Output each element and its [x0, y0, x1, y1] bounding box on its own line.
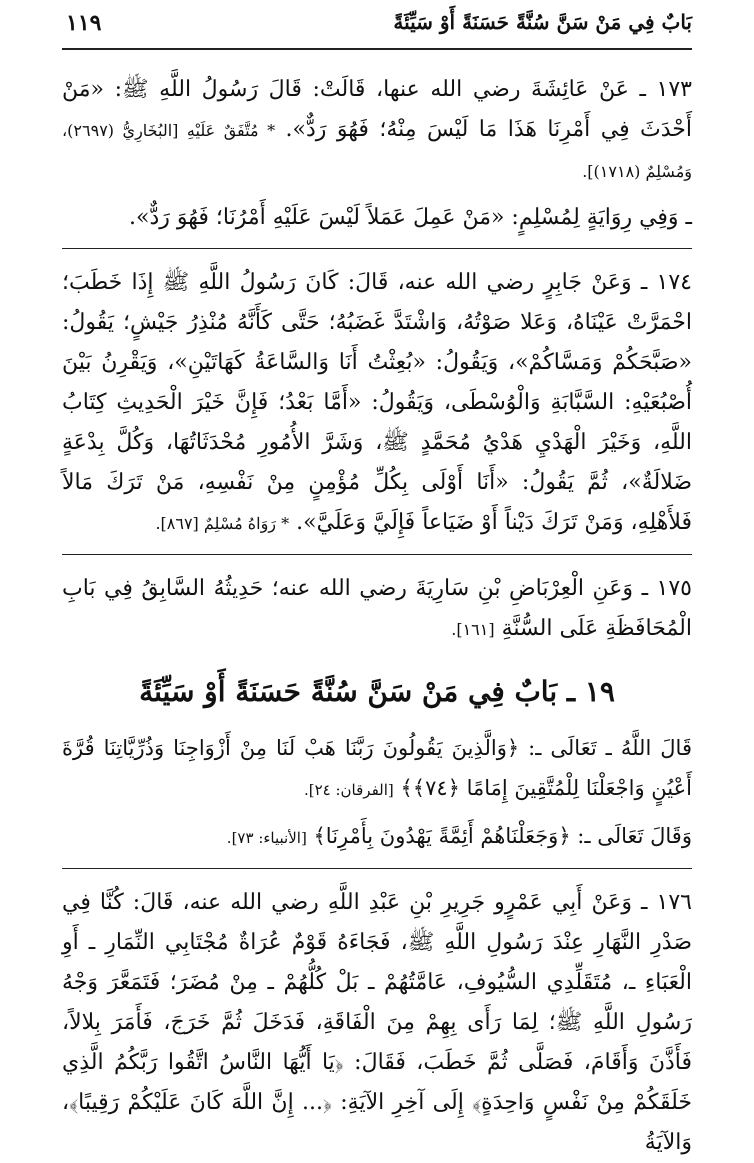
- running-title: بَابٌ فِي مَنْ سَنَّ سُنَّةً حَسَنَةً أَوْ سَيِّئَةً: [393, 10, 692, 34]
- chapter-title: ١٩ ـ بَابٌ فِي مَنْ سَنَّ سُنَّةً حَسَنَةً أَوْ سَيِّئَةً: [139, 675, 615, 708]
- separator: [62, 868, 692, 869]
- hadith-174-text: ١٧٤ ـ وَعَنْ جَابِرٍ رضي الله عنه، قَالَ: كَانَ رَسُولُ اللَّهِ ﷺ إِذَا خَطَبَ؛ احْمَرَّتْ عَيْنَاهُ، وَعَلا صَوْتُهُ، وَاشْتَدَّ غَضَبُهُ؛ حَتَّى كَأَنَّهُ مُنْذِرُ جَيْشٍ؛ يَقُولُ: «صَبَّحَكُمْ وَمَسَّاكُمْ»، وَيَقُولُ: «بُعِثْتُ أَنَا وَالسَّاعَةُ كَهَاتَيْنِ»، وَيَقْرِنُ بَيْنَ أُصْبُعَيْهِ: السَّبَّابَةِ وَالْوُسْطَى، وَيَقُولُ: «أَمَّا بَعْدُ؛ فَإِنَّ خَيْرَ الْحَدِيثِ كِتَابُ اللَّهِ، وَخَيْرَ الْهَدْيِ هَدْيُ مُحَمَّدٍ ﷺ، وَشَرَّ الأُمُورِ مُحْدَثَاتُهَا، وَكُلَّ بِدْعَةٍ ضَلالَةٌ»، ثُمَّ يَقُولُ: «أَنَا أَوْلَى بِكُلِّ مُؤْمِنٍ مِنْ نَفْسِهِ، مَنْ تَرَكَ مَالاً فَلأَهْلِهِ، وَمَنْ تَرَكَ دَيْناً أَوْ ضَيَاعاً فَإِلَيَّ وَعَلَيَّ».: [62, 270, 692, 535]
- hadith-175-source: [١٦١].: [451, 620, 495, 639]
- hadith-175: [62, 569, 692, 650]
- page-header: [62, 6, 692, 50]
- hadith-176: [62, 883, 692, 1163]
- hadith-173-source: * مُتَّفَقٌ عَلَيْهِ [البُخَارِيُّ (٢٦٩٧)، وَمُسْلِمٌ (١٧١٨)].: [62, 121, 692, 181]
- verse-anbiya-text: وَقَالَ تَعَالَى ـ: ﴿وَجَعَلْنَاهُمْ أَئِمَّةً يَهْدُونَ بِأَمْرِنَا﴾: [313, 824, 692, 848]
- hadith-175-text: ١٧٥ ـ وَعَنِ الْعِرْبَاضِ بْنِ سَارِيَةَ رضي الله عنه؛ حَدِيثُهُ السَّابِقُ فِي بَابِ الْمُحَافَظَةِ عَلَى السُّنَّةِ: [62, 576, 692, 641]
- hadith-173-variant-text: ـ وَفِي رِوَايَةٍ لِمُسْلِمٍ: «مَنْ عَمِلَ عَمَلاً لَيْسَ عَلَيْهِ أَمْرُنَا؛ فَهُوَ رَدٌّ».: [129, 205, 692, 230]
- verse-anbiya: [62, 816, 692, 858]
- hadith-173-text: ١٧٣ ـ عَنْ عَائِشَةَ رضي الله عنها، قَالَتْ: قَالَ رَسُولُ اللَّهِ ﷺ: «مَنْ أَحْدَثَ فِي أَمْرِنَا هَذَا مَا لَيْسَ مِنْهُ؛ فَهُوَ رَدٌّ».: [62, 77, 693, 142]
- page-number: ١١٩: [66, 10, 102, 36]
- separator: [62, 248, 692, 249]
- verse-furqan-text: قَالَ اللَّهُ ـ تَعَالَى ـ: ﴿وَالَّذِينَ يَقُولُونَ رَبَّنَا هَبْ لَنَا مِنْ أَزْوَاجِنَا وَذُرِّيَّاتِنَا قُرَّةَ أَعْيُنٍ وَاجْعَلْنَا لِلْمُتَّقِينَ إِمَامًا ﴿٧٤﴾﴾: [62, 736, 692, 800]
- hadith-173-variant: [62, 198, 692, 238]
- page-content: [62, 56, 692, 1163]
- hadith-174: [62, 263, 692, 544]
- verse-furqan: [62, 728, 692, 810]
- hadith-176-text: ١٧٦ ـ وَعَنْ أَبِي عَمْرٍو جَرِيرِ بْنِ عَبْدِ اللَّهِ رضي الله عنه، قَالَ: كُنَّا فِي صَدْرِ النَّهَارِ عِنْدَ رَسُولِ اللَّهِ ﷺ، فَجَاءَهُ قَوْمٌ عُرَاةٌ مُجْتَابِي النِّمَارِ ـ أَوِ الْعَبَاءِ ـ، مُتَقَلِّدِي السُّيُوفِ، عَامَّتُهُمْ ـ بَلْ كُلُّهُمْ ـ مِنْ مُضَرَ؛ فَتَمَعَّرَ وَجْهُ رَسُولِ اللَّهِ ﷺ؛ لِمَا رَأَى بِهِمْ مِنَ الْفَاقَةِ، فَدَخَلَ ثُمَّ خَرَجَ، فَأَمَرَ بِلالاً، فَأَذَّنَ وَأَقَامَ، فَصَلَّى ثُمَّ خَطَبَ، فَقَالَ: ﴿يَا أَيُّهَا النَّاسُ اتَّقُوا رَبَّكُمُ الَّذِي خَلَقَكُمْ مِنْ نَفْسٍ وَاحِدَةٍ﴾ إِلَى آخِرِ الآيَةِ: ﴿... إِنَّ اللَّهَ كَانَ عَلَيْكُمْ رَقِيبًا﴾، وَالآيَةُ: [62, 890, 692, 1155]
- hadith-174-source: * رَوَاهُ مُسْلِمٌ [٨٦٧].: [155, 514, 290, 533]
- verse-furqan-source: [الفرقان: ٢٤].: [303, 781, 394, 799]
- separator: [62, 554, 692, 555]
- hadith-173: [62, 70, 692, 192]
- verse-anbiya-source: [الأنبياء: ٧٣].: [226, 829, 307, 847]
